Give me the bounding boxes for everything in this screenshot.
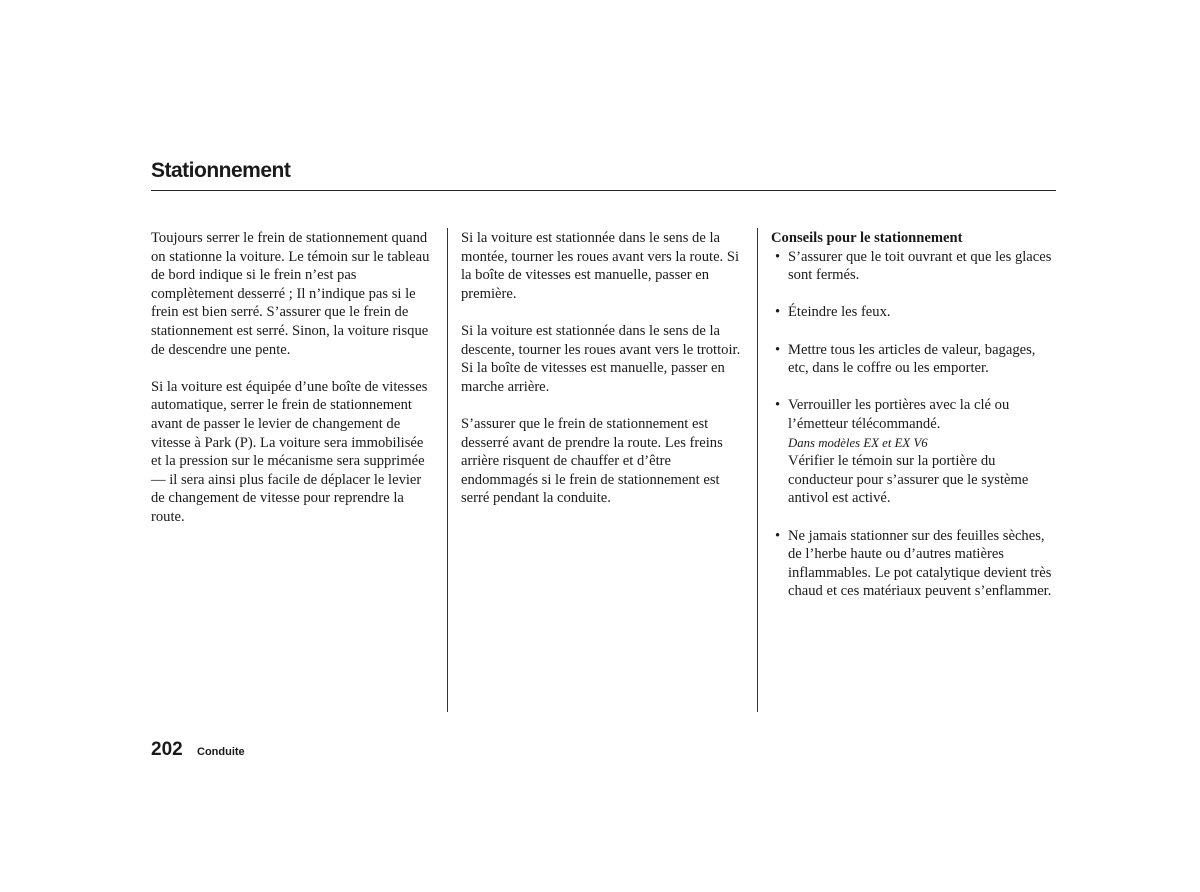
paragraph-release-brake: S’assurer que le frein de stationnement est desserré avant de prendre la route. Les freins arrière risquent de chauffer et d’être endommagés si le frein de stationnement est serré pendant la conduite.: [461, 415, 723, 507]
bullet-icon: •: [775, 397, 781, 414]
bullet-icon: •: [775, 248, 781, 265]
list-item-text: Mettre tous les articles de valeur, bagages, etc, dans le coffre ou les emporter.: [788, 341, 1036, 377]
list-item-text: Verrouiller les portières avec la clé ou l’émetteur télécommandé.: [788, 397, 1010, 432]
paragraph-downhill: Si la voiture est stationnée dans le sens de la descente, tourner les roues avant vers le trottoir. Si la boîte de vitesses est manuelle, passer en marche arrière.: [461, 322, 741, 395]
section-name: Conduite: [197, 746, 245, 758]
bullet-icon: •: [775, 341, 781, 358]
bullet-icon: •: [775, 304, 781, 321]
model-note: Dans modèles EX et EX V6: [788, 435, 928, 450]
paragraph-parking-brake: Toujours serrer le frein de stationnement quand on stationne la voiture. Le témoin sur le tableau de bord indique si le frein n’est pas complètement desserré ; Il n’indique pas si le frein est bien serré. S’assurer que le frein de stationnement est serré. Sinon, la voiture risque de descendre une pente.: [151, 230, 430, 358]
paragraph-uphill: Si la voiture est stationnée dans le sens de la montée, tourner les roues avant vers la route. Si la boîte de vitesses est manuelle, passer en première.: [461, 230, 740, 302]
list-item: [771, 303, 1056, 322]
parking-tips-heading: Conseils pour le stationnement: [771, 230, 963, 246]
parking-tips-list: [771, 248, 1056, 601]
paragraph-automatic-transmission: Si la voiture est équipée d’une boîte de vitesses automatique, serrer le frein de stationnement avant de passer le levier de changement de vitesse à Park (P). La voiture sera immobilisée et la pression sur le mécanisme sera supprimée — il sera ainsi plus facile de déplacer le levier de changement de vitesse pour reprendre la route.: [151, 378, 428, 525]
column-divider-2: [757, 228, 758, 712]
list-item: [771, 341, 1056, 378]
list-item-text: Ne jamais stationner sur des feuilles sèches, de l’herbe haute ou d’autres matières inflammables. Le pot catalytique devient très chaud et ces matériaux peuvent s’enflammer.: [788, 527, 1052, 600]
column-1: [151, 229, 436, 545]
list-item: [771, 527, 1056, 601]
list-item-extra-text: Vérifier le témoin sur la portière du conducteur pour s’assurer que le système antivol est activé.: [788, 453, 1029, 507]
column-2: [461, 229, 746, 527]
title-divider: [151, 190, 1056, 191]
page-number: 202: [151, 739, 183, 760]
page-title: Stationnement: [151, 159, 291, 182]
column-3: [771, 229, 1056, 619]
list-item: [771, 396, 1056, 508]
bullet-icon: •: [775, 527, 781, 544]
list-item: [771, 248, 1056, 285]
column-divider-1: [447, 228, 448, 712]
list-item-text: Éteindre les feux.: [788, 304, 891, 321]
list-item-text: S’assurer que le toit ouvrant et que les glaces sont fermés.: [788, 248, 1052, 284]
